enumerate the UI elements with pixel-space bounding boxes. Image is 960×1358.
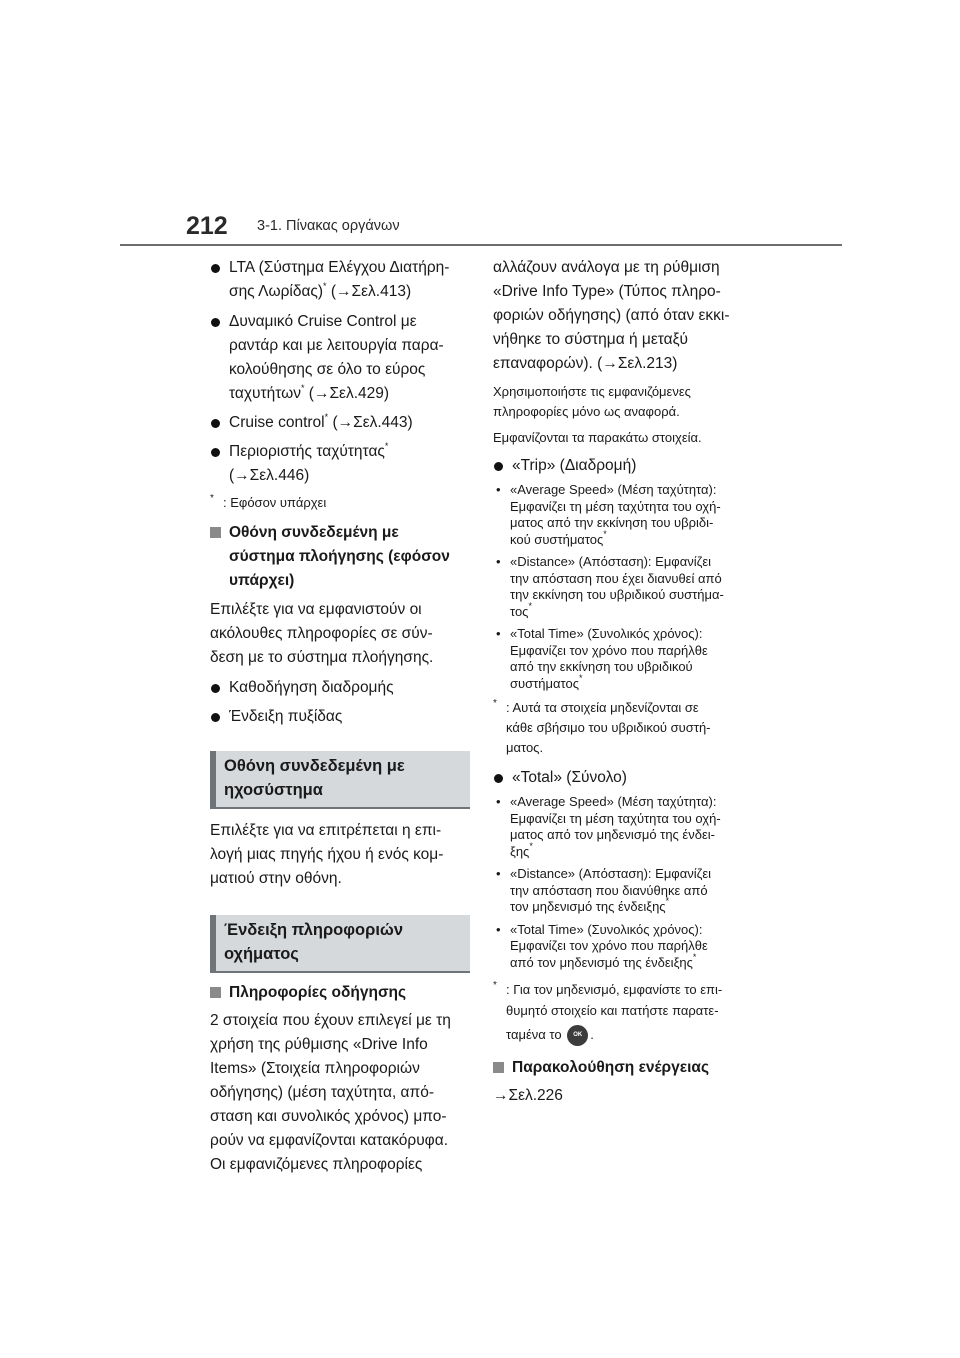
list-item-cruise-control: Cruise control* (→Σελ.443) [210,411,470,435]
bullet-icon [211,713,220,722]
square-bullet-icon [493,1062,504,1073]
list-item-dynamic-cruise: Δυναμικό Cruise Control με ραντάρ και με λειτουργία παρα- κολούθησης σε όλο το εύρος ταχυτήτων* (→Σελ.429) [210,310,470,406]
footnote-trip: * : Αυτά τα στοιχεία μηδενίζονται σε κάθε σβήσιμο του υβριδικού συστή- ματος. [493,698,711,755]
section-box-audio: Οθόνη συνδεδεμένη με ηχοσύστημα [210,751,470,809]
paragraph-navigation: Επιλέξτε για να εμφανιστούν οι ακόλουθες πληροφορίες σε σύν- δεση με το σύστημα πλοήγησης. [210,601,434,666]
right-column [493,256,755,1108]
square-bullet-icon [210,527,221,538]
bullet-icon [211,684,220,693]
list-item-speed-limiter: Περιοριστής ταχύτητας* (→Σελ.446) [210,440,470,488]
reference-note: Χρησιμοποιήστε τις εμφανιζόμενες πληροφορίες μόνο ως αναφορά. [493,384,691,419]
ok-button-icon: OK [567,1025,588,1046]
header-divider [120,244,842,246]
bullet-icon [211,448,220,457]
items-intro: Εμφανίζονται τα παρακάτω στοιχεία. [493,430,702,445]
paragraph-drive-info: 2 στοιχεία που έχουν επιλεγεί με τη χρήση της ρύθμισης «Drive Info Items» (Στοιχεία πληροφοριών οδήγησης) (μέση ταχύτητα, από- σταση και συνολικός χρόνος) μπο- ρούν να εμφανίζονται κατακόρυφα. Οι εμφανιζόμενες πληροφορίες [210,1012,451,1173]
list-item-compass: Ένδειξη πυξίδας [210,705,470,729]
total-total-time: • «Total Time» (Συνολικός χρόνος): Εμφανίζει τον χρόνο που παρήλθε από τον μηδενισμό της ένδειξης* [496,921,708,970]
total-average-speed: • «Average Speed» (Μέση ταχύτητα): Εμφανίζει τη μέση ταχύτητα του οχή- ματος από τον μηδενισμό της ένδει- ξης* [496,794,721,859]
page-reference: →Σελ.226 [493,1087,563,1105]
footnote: * : Εφόσον υπάρχει [210,493,327,510]
subsection-heading-energy-monitor: Παρακολούθηση ενέργειας [493,1056,755,1080]
left-column [210,256,470,1177]
bullet-icon [494,774,503,783]
trip-average-speed: • «Average Speed» (Μέση ταχύτητα): Εμφανίζει τη μέση ταχύτητα του οχή- ματος από την εκκίνηση του υβριδι- κού συστήματος* [496,482,721,547]
paragraph-drive-info-cont: αλλάζουν ανάλογα με τη ρύθμιση «Drive Info Type» (Τύπος πληρο- φοριών οδήγησης) (από όταν εκκι- νήθηκε το σύστημα ή μεταξύ επαναφορών). (→Σελ.213) [493,259,730,372]
bullet-icon [211,318,220,327]
bullet-icon [211,419,220,428]
paragraph-audio: Επιλέξτε για να επιτρέπεται η επι- λογή μιας πηγής ήχου ή ενός κομ- ματιού στην οθόνη. [210,822,444,887]
list-item-trip: «Trip» (Διαδρομή) [493,454,755,478]
subsection-heading-navigation: Οθόνη συνδεδεμένη με σύστημα πλοήγησης (εφόσον υπάρχει) [210,521,470,593]
page-number: 212 [186,212,228,240]
list-item-total: «Total» (Σύνολο) [493,766,755,790]
total-distance: • «Distance» (Απόσταση): Εμφανίζει την απόσταση που διανύθηκε από τον μηδενισμό της ένδειξης* [496,866,712,914]
bullet-icon [494,462,503,471]
footnote-total: * : Για τον μηδενισμό, εμφανίστε το επι- θυμητό στοιχείο και πατήστε παρατε- ταμένα το OK . [493,979,755,1046]
subsection-heading-drive-info: Πληροφορίες οδήγησης [210,981,470,1005]
list-item-lta: LTA (Σύστημα Ελέγχου Διατήρη- σης Λωρίδας)* (→Σελ.413) [210,256,470,304]
section-title: 3-1. Πίνακας οργάνων [257,218,400,234]
bullet-icon [211,264,220,273]
list-item-route-guidance: Καθοδήγηση διαδρομής [210,676,470,700]
section-box-vehicle-info: Ένδειξη πληροφοριών οχήματος [210,915,470,973]
trip-distance: • «Distance» (Απόσταση): Εμφανίζει την απόσταση που έχει διανυθεί από την εκκίνηση του υβριδικού συστήμα- τος* [496,554,724,619]
trip-total-time: • «Total Time» (Συνολικός χρόνος): Εμφανίζει τον χρόνο που παρήλθε από την εκκίνηση του υβριδικού συστήματος* [496,626,708,691]
square-bullet-icon [210,987,221,998]
